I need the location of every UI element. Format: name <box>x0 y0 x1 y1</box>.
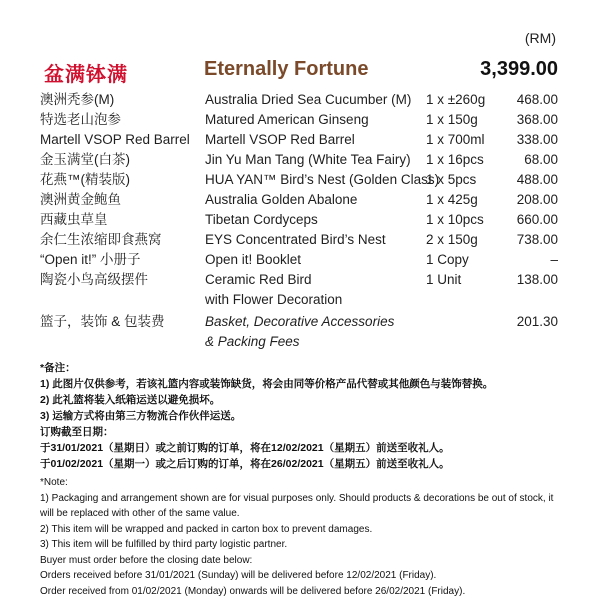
note-line: 3) 运输方式将由第三方物流合作伙伴运送。 <box>40 410 242 422</box>
item-name-chinese: 余仁生浓缩即食燕窝 <box>40 232 162 247</box>
item-quantity: 1 x 700ml <box>426 132 485 147</box>
note-line: 于01/02/2021（星期一）或之后订购的订单，将在26/02/2021（星期五）前送至收礼人。 <box>40 458 450 470</box>
item-name-chinese: 陶瓷小鸟高级摆件 <box>40 272 148 287</box>
item-name-chinese: “Open it!” 小册子 <box>40 252 141 267</box>
item-row <box>40 190 560 210</box>
item-row <box>40 130 560 150</box>
item-name-chinese: 澳洲黄金鲍鱼 <box>40 192 121 207</box>
item-name-english <box>205 270 342 310</box>
note-line: *备注： <box>40 362 76 374</box>
note-line: 2) This item will be wrapped and packed in carton box to prevent damages. <box>40 523 373 535</box>
item-name-english: Australia Dried Sea Cucumber (M) <box>205 92 412 107</box>
product-title-chinese: 盆满钵满 <box>44 64 128 86</box>
item-quantity: 2 x 150g <box>426 232 478 247</box>
item-price: 368.00 <box>516 112 558 127</box>
item-quantity: 1 x ±260g <box>426 92 486 107</box>
item-name-english: HUA YAN™ Bird’s Nest (Golden Class) <box>205 172 440 187</box>
notes-chinese <box>40 360 570 472</box>
product-total-price: 3,399.00 <box>480 58 558 80</box>
item-name-chinese: 篮子，装饰 & 包装费 <box>40 314 165 329</box>
note-line: 3) This item will be fulfilled by third party logistic partner. <box>40 539 288 550</box>
item-row <box>40 110 560 130</box>
item-row <box>40 250 560 270</box>
item-quantity: 1 x 16pcs <box>426 152 484 167</box>
note-line: 于31/01/2021（星期日）或之前订购的订单，将在12/02/2021（星期五）前送至收礼人。 <box>40 442 450 454</box>
item-name-english-line1: Basket, Decorative Accessories <box>205 314 395 329</box>
item-quantity: 1 x 425g <box>426 192 478 207</box>
item-quantity: 1 Unit <box>426 272 462 287</box>
item-name-english: Australia Golden Abalone <box>205 192 358 207</box>
item-price: 201.30 <box>516 314 558 329</box>
item-name-english: EYS Concentrated Bird’s Nest <box>205 232 386 247</box>
item-name-english-line2: & Packing Fees <box>205 334 300 349</box>
item-list <box>40 90 560 352</box>
item-price: 138.00 <box>516 272 558 287</box>
item-name-english: Tibetan Cordyceps <box>205 212 318 227</box>
product-title-english: Eternally Fortune <box>204 58 369 80</box>
note-line: 1) 此图片仅供参考，若该礼篮内容或装饰缺货，将会由同等价格产品代替或其他颜色与装饰替换。 <box>40 378 494 390</box>
item-quantity: 1 x 5pcs <box>426 172 477 187</box>
note-line: Order received from 01/02/2021 (Monday) onwards will be delivered before 26/02/2021 (Friday). <box>40 585 466 597</box>
item-name-chinese: Martell VSOP Red Barrel <box>40 132 190 147</box>
item-price: 68.00 <box>524 152 558 167</box>
item-price: – <box>550 252 558 267</box>
item-price: 660.00 <box>516 212 558 227</box>
item-quantity: 1 x 150g <box>426 112 478 127</box>
item-row-basket <box>40 312 560 352</box>
notes-english <box>40 475 570 599</box>
item-price: 468.00 <box>516 92 558 107</box>
item-row <box>40 150 560 170</box>
note-line: *Note: <box>40 477 68 488</box>
item-name-english-line2: with Flower Decoration <box>205 292 343 307</box>
item-quantity: 1 Copy <box>426 252 469 267</box>
item-name-english-line1: Ceramic Red Bird <box>205 272 312 287</box>
item-name-chinese: 澳洲秃参(M) <box>40 92 115 107</box>
note-line: Orders received before 31/01/2021 (Sunday) will be delivered before 12/02/2021 (Friday). <box>40 570 437 581</box>
item-name-english: Jin Yu Man Tang (White Tea Fairy) <box>205 152 411 167</box>
item-name-english: Matured American Ginseng <box>205 112 369 127</box>
note-line: 订购截至日期： <box>40 426 114 438</box>
item-quantity: 1 x 10pcs <box>426 212 484 227</box>
item-name-chinese: 西藏虫草皇 <box>40 212 108 227</box>
item-row <box>40 90 560 110</box>
item-name-chinese: 金玉满堂(白茶) <box>40 152 130 167</box>
item-name-english: Open it! Booklet <box>205 252 302 267</box>
item-row <box>40 210 560 230</box>
currency-label: (RM) <box>524 30 556 46</box>
item-name-chinese: 花燕™(精装版) <box>40 172 130 187</box>
item-name-chinese: 特选老山泡参 <box>40 112 121 127</box>
item-name-english: Martell VSOP Red Barrel <box>205 132 355 147</box>
item-price: 338.00 <box>516 132 558 147</box>
item-price: 738.00 <box>516 232 558 247</box>
item-price: 488.00 <box>516 172 558 187</box>
note-line: 2) 此礼篮将装入纸箱运送以避免损坏。 <box>40 394 221 406</box>
note-line: 1) Packaging and arrangement shown are for visual purposes only. Should products & decorations be out of stock, it will be replaced with other of the same value. <box>40 492 554 519</box>
item-price: 208.00 <box>516 192 558 207</box>
note-line: Buyer must order before the closing date below: <box>40 554 253 566</box>
item-row <box>40 230 560 250</box>
item-row <box>40 170 560 190</box>
item-name-english <box>205 312 394 352</box>
item-row-ceramic-bird <box>40 270 560 310</box>
